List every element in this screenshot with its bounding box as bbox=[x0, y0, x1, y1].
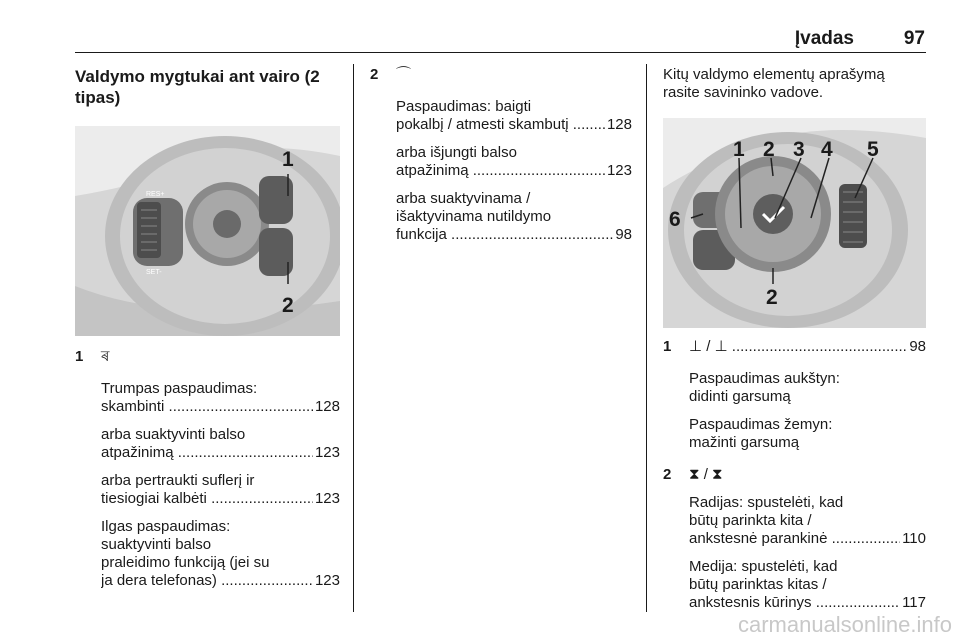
favourite-icon: ⧗ / ⧗ bbox=[689, 466, 723, 483]
figure-callout-4: 4 bbox=[821, 138, 833, 161]
paragraph: arba išjungti balso atpažinimą ..... 123 bbox=[396, 144, 632, 180]
header-divider bbox=[75, 52, 926, 53]
steering-wheel-illustration bbox=[75, 126, 340, 336]
figure-callout-5: 5 bbox=[867, 138, 879, 161]
wheel-res-label: RES+ bbox=[146, 191, 165, 198]
right-item-2-block bbox=[663, 466, 926, 612]
paragraph: Paspaudimas: baigti pokalbį / atmesti skambutį ..... 128 bbox=[396, 98, 632, 134]
paragraph: arba suaktyvinama / išaktyvinama nutildymo funkcija ..... 98 bbox=[396, 190, 632, 244]
figure-callout-2-bottom: 2 bbox=[766, 286, 778, 309]
paragraph: Radijas: spustelėti, kad būtų parinkta kita / ankstesnė parankinė ..... 110 bbox=[689, 494, 926, 548]
figure-callout-1: 1 bbox=[282, 148, 294, 171]
right-intro: Kitų valdymo elementų aprašymą rasite savininko vadove. bbox=[663, 66, 885, 101]
page-ref[interactable]: 98 bbox=[909, 338, 926, 355]
page-ref[interactable]: 123 bbox=[314, 444, 340, 461]
page-ref[interactable]: 128 bbox=[606, 116, 632, 133]
figure-callout-2: 2 bbox=[763, 138, 775, 161]
steering-wheel-illustration-2 bbox=[663, 118, 926, 328]
figure-callout-3: 3 bbox=[793, 138, 805, 161]
figure-callout-1: 1 bbox=[733, 138, 745, 161]
page-ref[interactable]: 117 bbox=[902, 594, 926, 611]
item-number: 1 bbox=[75, 348, 84, 365]
hang-up-icon: ⌒ bbox=[396, 66, 412, 83]
page-ref[interactable]: 110 bbox=[902, 530, 926, 547]
page-ref[interactable]: 128 bbox=[314, 398, 340, 415]
paragraph: Medija: spustelėti, kad būtų parinktas kitas / ankstesnis kūrinys ..... 117 bbox=[689, 558, 926, 612]
paragraph: arba suaktyvinti balso atpažinimą ..... 123 bbox=[101, 426, 340, 462]
item-2-block bbox=[370, 66, 632, 244]
item-number: 2 bbox=[663, 466, 672, 483]
volume-icon: ⊥ / ⊥ ..... bbox=[689, 338, 907, 360]
steering-wheel-figure-1 bbox=[75, 126, 340, 336]
page-ref[interactable]: 123 bbox=[606, 162, 632, 179]
wheel-set-label: SET- bbox=[146, 269, 162, 276]
call-icon: ৰ bbox=[101, 348, 110, 365]
column-divider-right bbox=[646, 64, 647, 612]
page-ref[interactable]: 123 bbox=[314, 490, 340, 507]
column-divider-left bbox=[353, 64, 354, 612]
page-number: 97 bbox=[903, 28, 925, 49]
figure-callout-2: 2 bbox=[282, 294, 294, 317]
header-title: Įvadas bbox=[794, 28, 854, 49]
steering-wheel-figure-2 bbox=[663, 118, 926, 328]
paragraph: Paspaudimas žemyn: mažinti garsumą bbox=[689, 416, 833, 451]
item-number: 2 bbox=[370, 66, 379, 83]
right-item-1-block bbox=[663, 338, 926, 452]
section-title: Valdymo mygtukai ant vairo (2 tipas) bbox=[75, 67, 320, 107]
paragraph: Trumpas paspaudimas: skambinti ..... 128 bbox=[101, 380, 340, 416]
paragraph: Ilgas paspaudimas: suaktyvinti balso praleidimo funkciją (jei su ja dera telefonas) ..... 123 bbox=[101, 518, 340, 590]
paragraph: arba pertraukti suflerį ir tiesiogiai kalbėti ..... 123 bbox=[101, 472, 340, 508]
item-1-block bbox=[75, 348, 340, 590]
page-ref[interactable]: 123 bbox=[314, 572, 340, 589]
page-ref[interactable]: 98 bbox=[615, 226, 632, 243]
paragraph: Paspaudimas aukštyn: didinti garsumą bbox=[689, 370, 840, 405]
figure-callout-6: 6 bbox=[669, 208, 681, 231]
item-number: 1 bbox=[663, 338, 672, 355]
watermark: carmanualsonline.info bbox=[737, 612, 952, 637]
left-column bbox=[75, 66, 345, 108]
